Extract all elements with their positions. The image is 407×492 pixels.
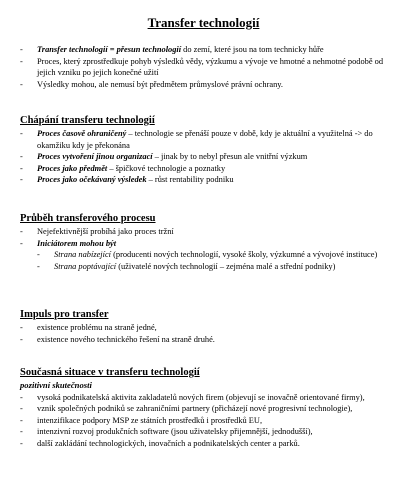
list-item <box>20 403 390 415</box>
document-title: Transfer technologií <box>147 15 260 30</box>
conception-section <box>20 114 390 186</box>
list-item <box>20 438 390 450</box>
item-text: – technologie se přenáší pouze v době, kdy je aktuální a využitelná -> do okamžiku kdy je překonána <box>37 129 373 150</box>
item-emphasis: Strana poptávající <box>54 261 117 271</box>
item-text: Nejefektivnější probíhá jako proces tržní <box>37 227 174 236</box>
item-text: do zemí, které jsou na tom technicky hůře <box>181 45 324 54</box>
item-text: vznik společných podniků se zahraničními partnery (přicházejí nové progresivní technologie), <box>37 404 353 413</box>
list-item <box>20 56 390 79</box>
item-text: existence problému na straně jedné, <box>37 323 157 332</box>
item-emphasis: Iniciátorem mohou být <box>37 238 117 248</box>
list-item <box>20 334 390 346</box>
item-text: Výsledky mohou, ale nemusí být předmětem průmyslové právní ochrany. <box>37 79 283 89</box>
sub-list-item <box>20 261 390 273</box>
section-subheading: pozitivní skutečnosti <box>20 380 92 390</box>
item-text: (producenti nových technologií, vysoké školy, výzkumné a vývojové instituce) <box>111 250 378 259</box>
impulse-section <box>20 308 390 345</box>
item-emphasis: Strana nabízející <box>54 250 111 259</box>
list-item <box>20 415 390 427</box>
item-text: intenzivní rozvoj produkčních software (jsou uživatelsky přijemnější, jednodušší), <box>37 427 313 436</box>
list-item <box>20 79 390 91</box>
sub-list-item <box>20 249 390 261</box>
item-text: – růst rentability podniku <box>146 175 234 184</box>
list-item <box>20 163 390 175</box>
item-text: (uživatelé nových technologií – zejména malé a střední podniky) <box>116 261 336 271</box>
item-text: – jinak by to nebyl přesun ale vnitřní výzkum <box>152 152 308 161</box>
section-heading: Chápání transferu technologií <box>20 115 155 126</box>
list-item <box>20 44 390 56</box>
list-item <box>20 226 390 238</box>
situation-section <box>20 366 390 449</box>
list-item <box>20 174 390 186</box>
item-text: – špičkové technologie a poznatky <box>107 163 226 173</box>
item-text: existence nového technického řešení na straně druhé. <box>37 334 215 344</box>
list-item <box>20 128 390 151</box>
item-text: intenzifikace podpory MSP ze státních prostředků i prostředků EU, <box>37 415 263 425</box>
item-emphasis: Proces jako očekávaný výsledek <box>37 175 147 184</box>
list-item <box>20 238 390 250</box>
intro-section <box>20 44 390 90</box>
item-emphasis: Proces časově ohraničený <box>37 129 127 138</box>
item-text: další zakládání technologických, inovačních a podnikatelských center a parků. <box>37 438 300 448</box>
item-text: vysoká podnikatelská aktivita zakladatelů nových firem (objevují se inovačně orientované firmy), <box>37 392 365 402</box>
list-item <box>20 392 390 404</box>
item-emphasis: Transfer technologií = přesun technologií <box>37 45 182 54</box>
section-heading: Průběh transferového procesu <box>20 213 156 224</box>
item-text: Proces, který zprostředkuje pohyb výsledků vědy, výzkumu a vývoje ve hmotné a nehmotné podobě od jejich vzniku po jejich konečné užití <box>37 56 384 77</box>
section-heading: Impuls pro transfer <box>20 309 109 320</box>
process-section <box>20 212 390 272</box>
list-item <box>20 426 390 438</box>
list-item <box>20 322 390 334</box>
list-item <box>20 151 390 163</box>
item-emphasis: Proces jako předmět <box>37 163 108 173</box>
section-heading: Současná situace v transferu technologií <box>20 367 200 378</box>
item-emphasis: Proces vytvoření jinou organizací <box>37 152 153 161</box>
